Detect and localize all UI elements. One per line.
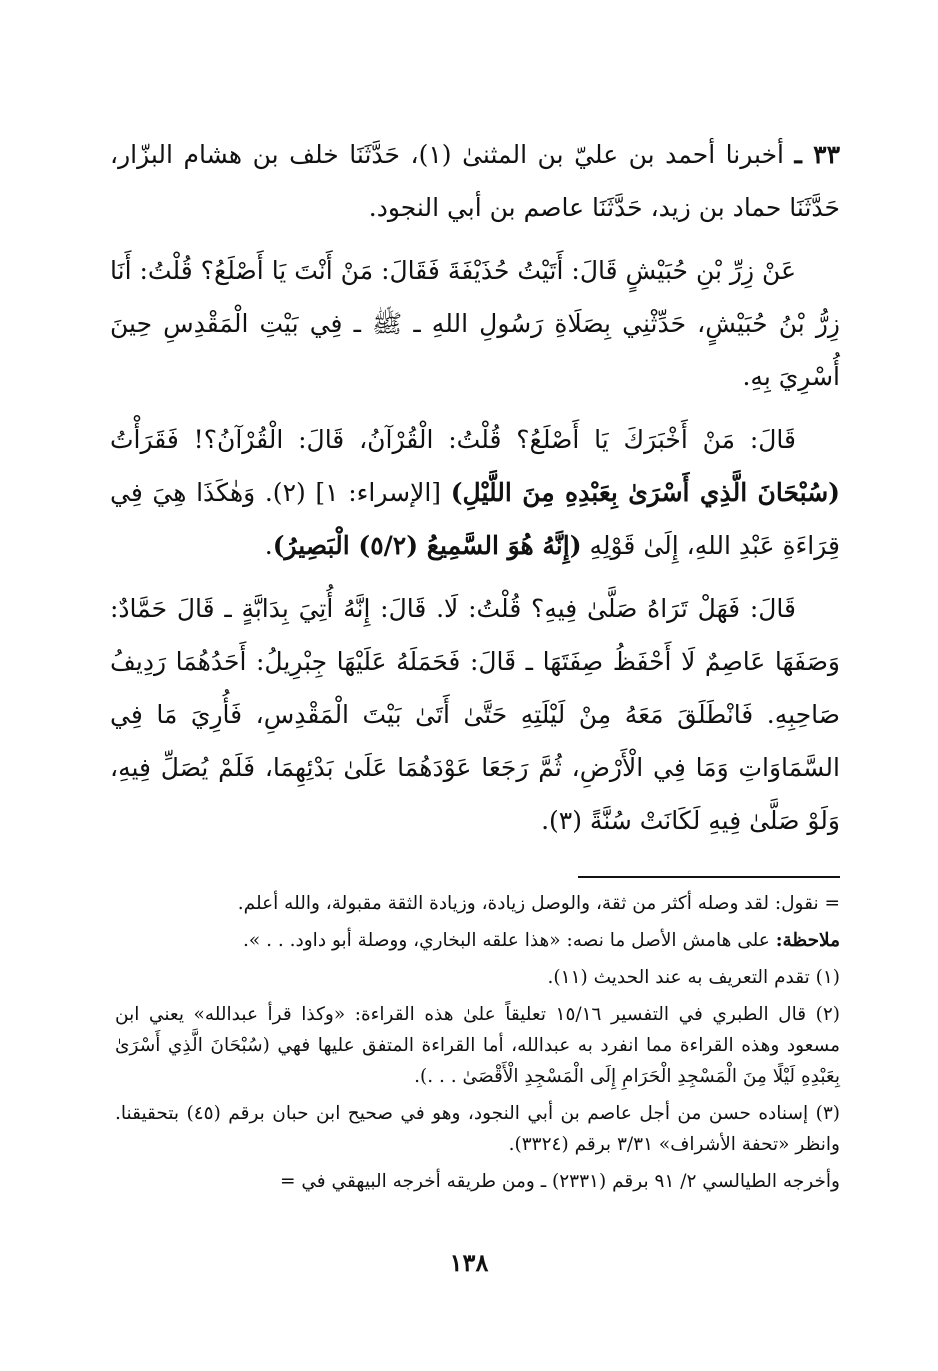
note-label: ملاحظة: [775, 930, 840, 951]
footnotes [115, 888, 840, 1203]
hadith-number: ٣٣ ـ [794, 140, 841, 169]
hadith-isnad: أخبرنا أحمد بن عليّ بن المثنىٰ (١)، حَدَّثَنَا خلف بن هشام البزّار، حَدَّثَنَا حماد بن زيد، حَدَّثَنَا عاصم بن أبي النجود. [110, 140, 840, 222]
main-text [110, 128, 840, 857]
footnote-note [115, 925, 840, 956]
footnote-3: (٣) إسناده حسن من أجل عاصم بن أبي النجود، وهو في صحيح ابن حبان برقم (٤٥) بتحقيقنا. وانظر «تحفة الأشراف» ٣/٣١ برقم (٣٣٢٤). [115, 1103, 840, 1155]
footnote-continuation: = نقول: لقد وصله أكثر من ثقة، والوصل زيادة، وزيادة الثقة مقبولة، والله أعلم. [237, 893, 840, 914]
quran-citation: [الإسراء: ١] (٢). [264, 478, 442, 507]
footnote-1: (١) تقدم التعريف به عند الحديث (١١). [547, 967, 840, 988]
quran-ending-punct: . [264, 531, 273, 560]
quran-continuation: وَهٰكَذَا هِيَ فِي قِرَاءَةِ عَبْدِ اللهِ، إِلَىٰ قَوْلِهِ [110, 478, 840, 560]
hadith-isnad-paragraph [110, 128, 840, 234]
paragraph-2-text: قَالَ: مَنْ أَخْبَرَكَ يَا أَصْلَعُ؟ قُلْتُ: الْقُرْآنُ، قَالَ: الْقُرْآنُ؟! فَقَرَأْتُ [110, 425, 796, 454]
paragraph-1: عَنْ زِرِّ بْنِ حُبَيْشٍ قَالَ: أَتَيْتُ حُذَيْفَةَ فَقَالَ: مَنْ أَنْتَ يَا أَصْلَعُ؟ قُلْتُ: أَنَا زِرُّ بْنُ حُبَيْشٍ، حَدِّثْنِي بِصَلَاةِ رَسُولِ اللهِ ـ ﷺ ـ فِي بَيْتِ الْمَقْدِسِ حِينَ أُسْرِيَ بِهِ. [110, 256, 840, 391]
quran-ending-verse: (إِنَّهُ هُوَ السَّمِيعُ (٥/٢) الْبَصِيرُ) [272, 531, 582, 560]
footnote-3-continued: وأخرجه الطيالسي ٢/ ٩١ برقم (٢٣٣١) ـ ومن طريقه أخرجه البيهقي في = [280, 1171, 840, 1192]
footnote-divider [578, 876, 840, 878]
footnote-2: (٢) قال الطبري في التفسير ١٥/١٦ تعليقاً علىٰ هذه القراءة: «وكذا قرأ عبدالله» يعني ابن مسعود وهذه القراءة مما انفرد به عبدالله، أما القراءة المتفق عليها فهي (سُبْحَانَ الَّذِي أَسْرَىٰ بِعَبْدِهِ لَيْلًا مِنَ الْمَسْجِدِ الْحَرَامِ إِلَى الْمَسْجِدِ الْأَقْصَىٰ . . .). [115, 1004, 840, 1087]
page-number: ١٣٨ [449, 1248, 489, 1277]
paragraph-2 [110, 413, 840, 572]
paragraph-3: قَالَ: فَهَلْ تَرَاهُ صَلَّىٰ فِيهِ؟ قُلْتُ: لَا. قَالَ: إِنَّهُ أُتِيَ بِدَابَّةٍ ـ قَالَ حَمَّادٌ: وَصَفَهَا عَاصِمٌ لَا أَحْفَظُ صِفَتَهَا ـ قَالَ: فَحَمَلَهُ عَلَيْهَا جِبْرِيلُ: أَحَدُهُمَا رَدِيفُ صَاحِبِهِ. فَانْطَلَقَ مَعَهُ مِنْ لَيْلَتِهِ حَتَّىٰ أَتَىٰ بَيْتَ الْمَقْدِسِ، فَأُرِيَ مَا فِي السَّمَاوَاتِ وَمَا فِي الْأَرْضِ، ثُمَّ رَجَعَا عَوْدَهُمَا عَلَىٰ بَدْئِهِمَا، فَلَمْ يُصَلِّ فِيهِ، وَلَوْ صَلَّىٰ فِيهِ لَكَانَتْ سُنَّةً (٣). [110, 594, 840, 835]
note-text: على هامش الأصل ما نصه: «هذا علقه البخاري، ووصلة أبو داود. . . ». [243, 930, 770, 951]
quran-verse: (سُبْحَانَ الَّذِي أَسْرَىٰ بِعَبْدِهِ مِنَ اللَّيْلِ) [450, 478, 840, 507]
